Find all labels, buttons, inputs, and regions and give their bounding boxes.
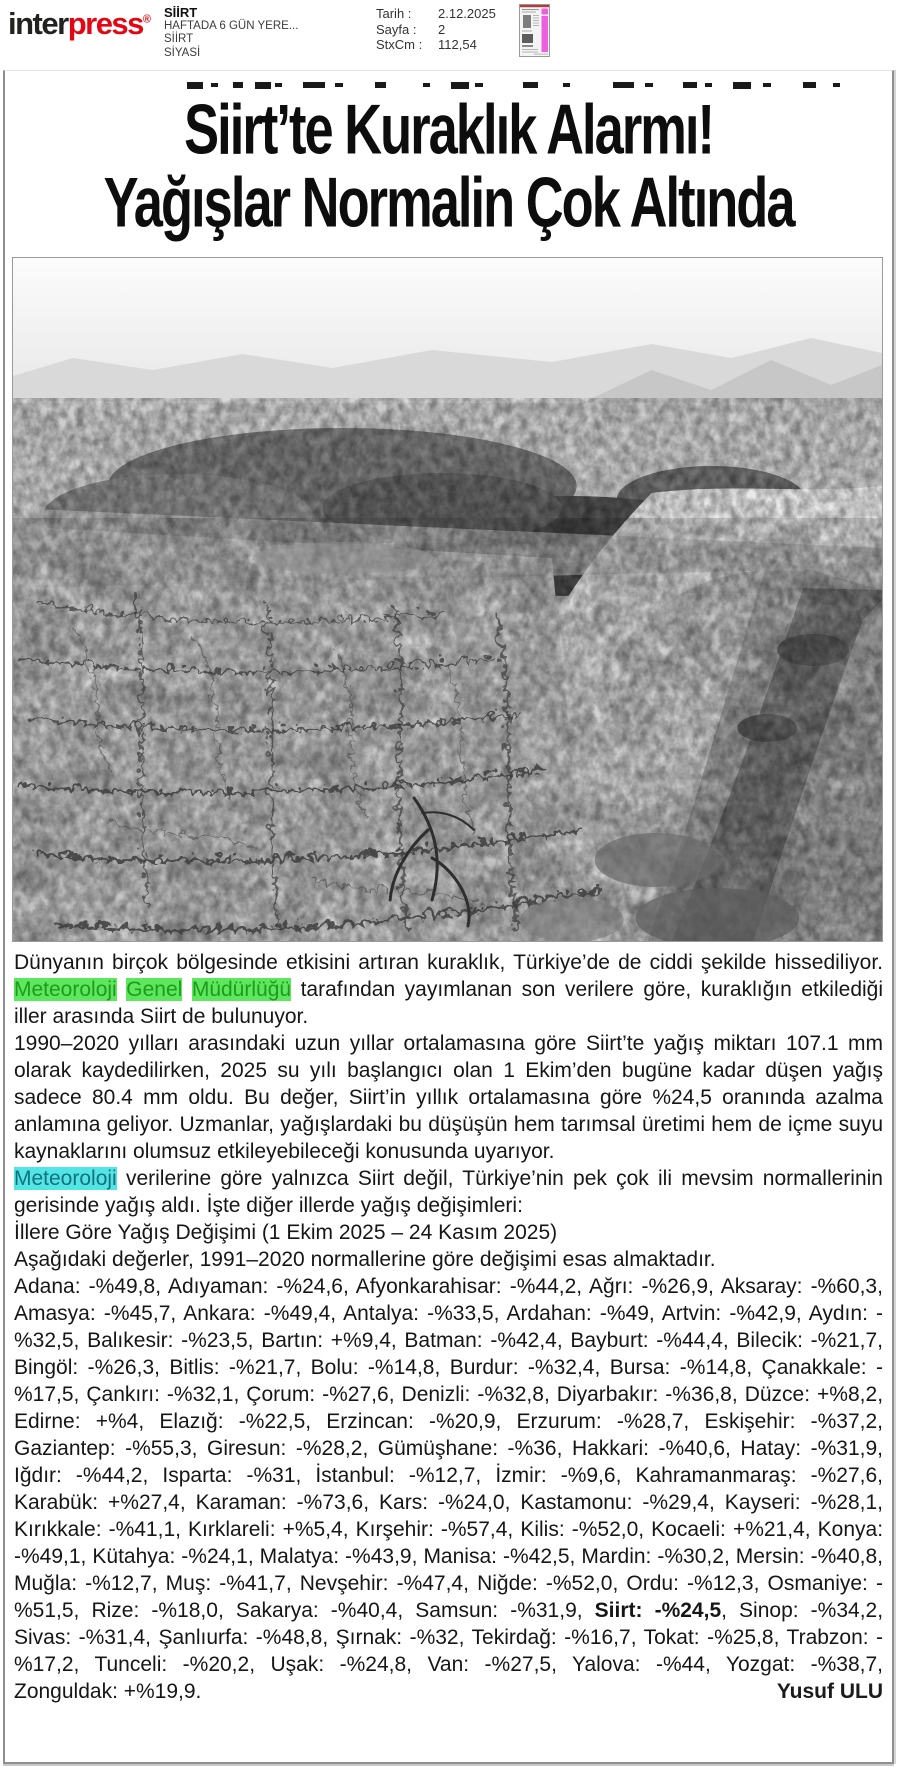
headline-line-2: Yağışlar Normalin Çok Altında <box>103 164 794 243</box>
city-entry: Giresun: -%28,2 <box>207 1437 363 1460</box>
logo-part-red: press <box>67 6 143 41</box>
city-entry: Elazığ: -%22,5 <box>159 1410 306 1433</box>
city-entry: Sivas: -%31,4 <box>14 1626 146 1649</box>
city-entry: Sakarya: -%40,4 <box>235 1599 398 1622</box>
city-entry: Mardin: -%30,2 <box>581 1545 724 1568</box>
paragraph-3: Meteoroloji verilerine göre yalnızca Siirt değil, Türkiye’nin pek çok ili mevsim normallerinin gerisinde yağış aldı. İşte diğer illerde yağış değişimleri: <box>14 1167 883 1217</box>
date-label: Tarih : <box>376 6 412 21</box>
city-entry: Zonguldak: +%19,9 <box>14 1680 196 1703</box>
city-entry: Van: -%27,5 <box>427 1653 552 1676</box>
date-value: 2.12.2025 <box>438 6 496 21</box>
clip-metadata <box>376 6 496 53</box>
city-entry: Gaziantep: -%55,3 <box>14 1437 192 1460</box>
city-entry: Şırnak: -%32 <box>335 1626 459 1649</box>
city-entry: Adıyaman: -%24,6 <box>167 1275 343 1298</box>
city-entry: Şanlıurfa: -%48,8 <box>158 1626 323 1649</box>
city-entry: Ankara: -%49,4 <box>183 1302 331 1325</box>
city-entry: Samsun: -%31,9 <box>415 1599 577 1622</box>
city-entry: Antalya: -%33,5 <box>343 1302 494 1325</box>
city-entry: Osmaniye: -%51,5 <box>14 1572 884 1622</box>
highlighted-term: Meteoroloji <box>14 1167 117 1190</box>
page-label: Sayfa : <box>376 21 417 37</box>
city-entry: Bolu: -%14,8 <box>310 1356 435 1379</box>
city-entry: Kırşehir: -%57,4 <box>355 1518 508 1541</box>
rainfall-list-note: Aşağıdaki değerler, 1991–2020 normallerine göre değişimi esas almaktadır. <box>14 1248 716 1271</box>
city-entry: Iğdır: -%44,2 <box>14 1464 143 1487</box>
city-entry: Ağrı: -%26,9 <box>589 1275 709 1298</box>
highlighted-term: Müdürlüğü <box>191 978 292 1001</box>
city-entry: Manisa: -%42,5 <box>423 1545 570 1568</box>
page-thumbnail-image <box>520 5 549 56</box>
rainfall-list-title: İllere Göre Yağış Değişimi (1 Ekim 2025 – 24 Kasım 2025) <box>14 1221 558 1244</box>
city-entry: Karabük: +%27,4 <box>14 1491 180 1514</box>
city-entry: Düzce: +%8,2 <box>744 1383 878 1406</box>
city-entry: Balıkesir: -%23,5 <box>87 1329 248 1352</box>
paragraph-2: 1990–2020 yılları arasındaki uzun yıllar ortalamasına göre Siirt’te yağış miktarı 107.1 mm olarak kaydedilirken, 2025 su yılı başlangıcı olan 1 Ekim’den bugüne kadar düşen yağış sadece 80.4 mm oldu. Bu değer, Siirt’in yıllık ortalamasına göre %24,5 oranında azalma anlamına geliyor. Uzmanlar, yağışlardaki bu düşüşün hem tarımsal üretimi hem de içme suyu kaynaklarını olumsuz etkileyebileceği konusunda uyarıyor. <box>14 1032 883 1163</box>
city-entry: Bursa: -%14,8 <box>609 1356 747 1379</box>
city-entry: Erzincan: -%20,9 <box>326 1410 496 1433</box>
publication-frequency: HAFTADA 6 GÜN YERE... <box>164 19 299 32</box>
page-value: 2 <box>438 21 446 37</box>
city-entry: Bingöl: -%26,3 <box>14 1356 155 1379</box>
publication-city: SİİRT <box>164 33 194 45</box>
city-entry: Isparta: -%31 <box>162 1464 296 1487</box>
city-entry: Bayburt: -%44,4 <box>570 1329 723 1352</box>
city-entry: Edirne: +%4 <box>14 1410 139 1433</box>
city-entry: Kırıkkale: -%41,1 <box>14 1518 176 1541</box>
city-entry: Konya: -%49,1 <box>14 1518 884 1568</box>
city-entry: Diyarbakır: -%36,8 <box>556 1383 732 1406</box>
city-entry: Mersin: -%40,8 <box>735 1545 878 1568</box>
city-entry: Tokat: -%25,8 <box>643 1626 774 1649</box>
city-entry: Tunceli: -%20,2 <box>94 1653 250 1676</box>
city-entry: Çanakkale: -%17,5 <box>14 1356 883 1406</box>
city-entry: Uşak: -%24,8 <box>270 1653 407 1676</box>
article-body <box>14 949 883 1705</box>
city-entry: Hatay: -%31,9 <box>740 1437 878 1460</box>
city-entry: Yozgat: -%38,7 <box>725 1653 878 1676</box>
city-entry: Gümüşhane: -%36 <box>377 1437 557 1460</box>
city-entry: Amasya: -%45,7 <box>14 1302 171 1325</box>
city-entry: Karaman: -%73,6 <box>195 1491 364 1514</box>
registered-mark-icon: ® <box>142 13 152 26</box>
city-entry: Siirt: -%24,5 <box>594 1599 722 1622</box>
publication-category: SİYASİ <box>164 46 201 59</box>
author-byline: Yusuf ULU <box>776 1680 883 1703</box>
publication-name: SİİRT <box>164 5 198 20</box>
city-entry: Eskişehir: -%37,2 <box>704 1410 878 1433</box>
city-entry: Ardahan: -%49 <box>506 1302 649 1325</box>
drought-photo-art <box>13 258 882 941</box>
city-entry: Çorum: -%27,6 <box>246 1383 389 1406</box>
interpress-logo <box>8 8 151 39</box>
city-entry: Yalova: -%44 <box>572 1653 705 1676</box>
city-entry: Kırklareli: +%5,4 <box>188 1518 343 1541</box>
city-entry: Afyonkarahisar: -%44,2 <box>355 1275 577 1298</box>
city-entry: Kastamonu: -%29,4 <box>520 1491 709 1514</box>
drought-photo <box>12 257 883 942</box>
city-entry: Hakkari: -%40,6 <box>571 1437 726 1460</box>
city-entry: İstanbul: -%12,7 <box>315 1464 476 1487</box>
page-thumbnail[interactable] <box>519 4 550 57</box>
city-entry: Burdur: -%32,4 <box>449 1356 595 1379</box>
city-entry: Bitlis: -%21,7 <box>169 1356 296 1379</box>
city-entry: Ordu: -%12,3 <box>626 1572 754 1595</box>
city-entry: Trabzon: -%17,2 <box>14 1626 884 1676</box>
city-entry: Sinop: -%34,2 <box>739 1599 878 1622</box>
city-entry: Artvin: -%42,9 <box>661 1302 796 1325</box>
city-entry: Adana: -%49,8 <box>14 1275 156 1298</box>
logo-part-black: inter <box>8 6 68 41</box>
city-entry: Tekirdağ: -%16,7 <box>471 1626 631 1649</box>
city-entry: Kayseri: -%28,1 <box>724 1491 878 1514</box>
city-entry: Batman: -%42,4 <box>404 1329 557 1352</box>
city-entry: İzmir: -%9,6 <box>495 1464 616 1487</box>
paragraph-1: Dünyanın birçok bölgesinde etkisini artıran kuraklık, Türkiye’de de ciddi şekilde hissediliyor. Meteoroloji Genel Müdürlüğü tarafından yayımlanan son verilere göre, kuraklığın etkilediği iller arasında Siirt de bulunuyor. <box>14 951 884 1028</box>
city-entry: Rize: -%18,0 <box>91 1599 218 1622</box>
publication-info <box>164 6 298 60</box>
stxcm-value: 112,54 <box>438 37 477 52</box>
city-entry: Çankırı: -%32,1 <box>86 1383 234 1406</box>
city-entry: Nevşehir: -%47,4 <box>299 1572 464 1595</box>
city-entry: Kahramanmaraş: -%27,6 <box>635 1464 878 1487</box>
stxcm-label: StxCm : <box>376 37 423 52</box>
city-entry: Muğla: -%12,7 <box>14 1572 152 1595</box>
city-entry: Kocaeli: +%21,4 <box>651 1518 805 1541</box>
city-entry: Aksaray: -%60,3 <box>720 1275 878 1298</box>
city-entry: Bartın: +%9,4 <box>261 1329 391 1352</box>
city-entry: Kütahya: -%24,1 <box>92 1545 248 1568</box>
city-entry: Kilis: -%52,0 <box>520 1518 639 1541</box>
city-entry: Bilecik: -%21,7 <box>736 1329 878 1352</box>
city-entry: Aydın: -%32,5 <box>14 1302 884 1352</box>
city-entry: Muş: -%41,7 <box>165 1572 286 1595</box>
highlighted-term: Meteoroloji <box>14 978 117 1001</box>
city-entry: Denizli: -%32,8 <box>401 1383 544 1406</box>
city-entry: Kars: -%24,0 <box>379 1491 505 1514</box>
city-list: Adana: -%49,8, Adıyaman: -%24,6, Afyonkarahisar: -%44,2, Ağrı: -%26,9, Aksaray: -%60,3, Amasya: -%45,7, Ankara: -%49,4, Antalya: -%33,5, Ardahan: -%49, Artvin: -%42,9, Aydın: -%32,5, Balıkesir: -%23,5, Bartın: +%9,4, Batman: -%42,4, Bayburt: -%44,4, Bilecik: -%21,7, Bingöl: -%26,3, Bitlis: -%21,7, Bolu: -%14,8, Burdur: -%32,4, Bursa: -%14,8, Çanakkale: -%17,5, Çankırı: -%32,1, Çorum: -%27,6, Denizli: -%32,8, Diyarbakır: -%36,8, Düzce: +%8,2, Edirne: +%4, Elazığ: -%22,5, Erzincan: -%20,9, Erzurum: -%28,7, Eskişehir: -%37,2, Gaziantep: -%55,3, Giresun: -%28,2, Gümüşhane: -%36, Hakkari: -%40,6, Hatay: -%31,9, Iğdır: -%44,2, Isparta: -%31, İstanbul: -%12,7, İzmir: -%9,6, Kahramanmaraş: -%27,6, Karabük: +%27,4, Karaman: -%73,6, Kars: -%24,0, Kastamonu: -%29,4, Kayseri: -%28,1, Kırıkkale: -%41,1, Kırklareli: +%5,4, Kırşehir: -%57,4, Kilis: -%52,0, Kocaeli: +%21,4, Konya: -%49,1, Kütahya: -%24,1, Malatya: -%43,9, Manisa: -%42,5, Mardin: -%30,2, Mersin: -%40,8, Muğla: -%12,7, Muş: -%41,7, Nevşehir: -%47,4, Niğde: -%52,0, Ordu: -%12,3, Osmaniye: -%51,5, Rize: -%18,0, Sakarya: -%40,4, Samsun: -%31,9, Siirt: -%24,5, Sinop: -%34,2, Sivas: -%31,4, Şanlıurfa: -%48,8, Şırnak: -%32, Tekirdağ: -%16,7, Tokat: -%25,8, Trabzon: -%17,2, Tunceli: -%20,2, Uşak: -%24,8, Van: -%27,5, Yalova: -%44, Yozgat: -%38,7, Zonguldak: +%19,9. <box>14 1275 884 1703</box>
headline-line-1: Siirt’te Kuraklık Alarmı! <box>184 91 713 170</box>
article-clip <box>3 70 894 1764</box>
highlighted-term: Genel <box>126 978 183 1001</box>
city-entry: Niğde: -%52,0 <box>477 1572 613 1595</box>
monitoring-header <box>0 0 903 66</box>
city-entry: Erzurum: -%28,7 <box>516 1410 684 1433</box>
city-entry: Malatya: -%43,9 <box>259 1545 412 1568</box>
